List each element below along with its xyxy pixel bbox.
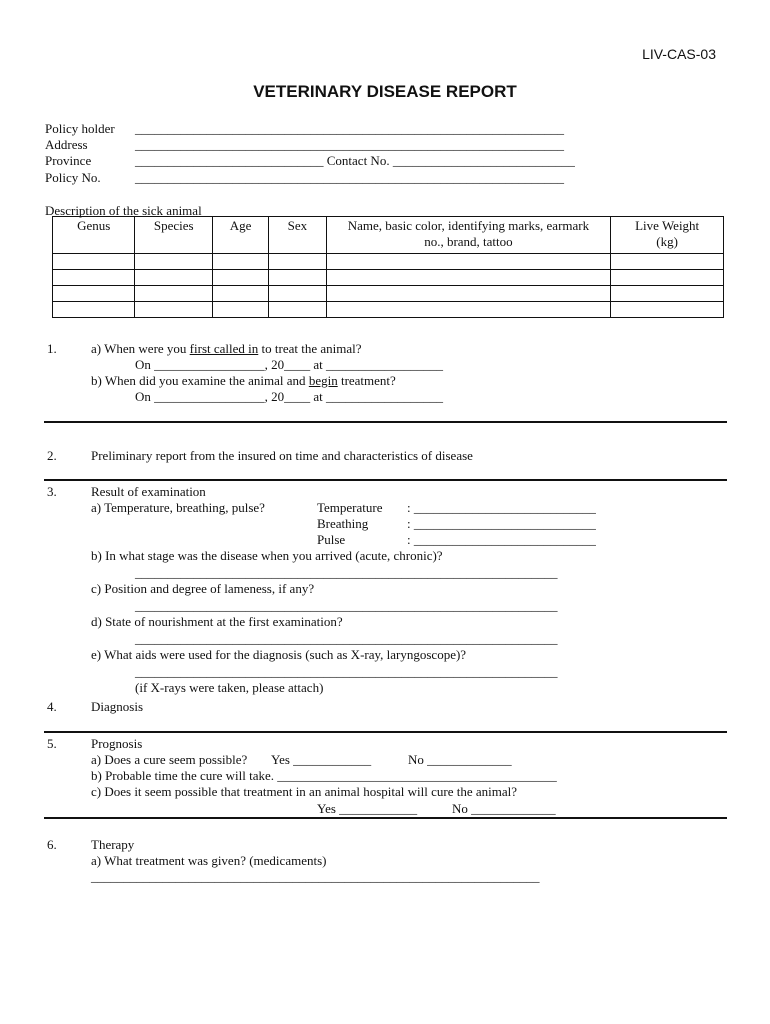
q1a-text-underlined: first called in: [189, 341, 259, 356]
policy-holder-field[interactable]: __________________________________________________________________: [135, 121, 564, 136]
section-divider: [44, 421, 727, 423]
q5c-question: c) Does it seem possible that treatment in an animal hospital will cure the animal?: [91, 784, 517, 799]
q6a-question: a) What treatment was given? (medicaments): [91, 853, 327, 868]
header-sex: Sex: [269, 217, 326, 254]
cell-age[interactable]: [212, 254, 268, 270]
temperature-label: Temperature: [317, 500, 383, 515]
q3a-question: a) Temperature, breathing, pulse?: [91, 500, 265, 515]
cell-species[interactable]: [135, 254, 212, 270]
q2-question: Preliminary report from the insured on time and characteristics of disease: [91, 448, 473, 463]
header-name-marks: [326, 217, 611, 254]
cell-sex[interactable]: [269, 302, 326, 318]
address-label: Address: [45, 137, 88, 152]
header-species: Species: [135, 217, 212, 254]
cell-age[interactable]: [212, 270, 268, 286]
section-divider: [44, 479, 727, 481]
q5c-no-field[interactable]: No _____________: [452, 801, 556, 816]
q6-heading: Therapy: [91, 837, 135, 852]
cell-genus[interactable]: [53, 286, 135, 302]
q5b-question-field[interactable]: b) Probable time the cure will take. ___________________________________________: [91, 768, 557, 783]
document-code: LIV-CAS-03: [642, 46, 716, 62]
cell-species[interactable]: [135, 270, 212, 286]
cell-species[interactable]: [135, 286, 212, 302]
cell-age[interactable]: [212, 302, 268, 318]
q1b-question: [91, 373, 396, 389]
q5-heading: Prognosis: [91, 736, 143, 751]
policy-no-field[interactable]: __________________________________________________________________: [135, 170, 564, 185]
table-row: [53, 302, 724, 318]
q3-heading: Result of examination: [91, 484, 206, 499]
section-divider: [44, 731, 727, 733]
q1a-question: [91, 341, 362, 357]
q1a-answer-field[interactable]: On _________________, 20____ at __________________: [135, 357, 444, 372]
q1b-text-post: treatment?: [337, 373, 396, 388]
temperature-field[interactable]: : ____________________________: [407, 500, 596, 515]
breathing-field[interactable]: : ____________________________: [407, 516, 596, 531]
cell-name-marks[interactable]: [326, 286, 611, 302]
q3-number: 3.: [47, 484, 57, 499]
cell-sex[interactable]: [269, 254, 326, 270]
table-row: [53, 254, 724, 270]
pulse-label: Pulse: [317, 532, 346, 547]
q3c-question: c) Position and degree of lameness, if any?: [91, 581, 315, 596]
cell-species[interactable]: [135, 302, 212, 318]
policy-holder-label: Policy holder: [45, 121, 115, 136]
province-contact-field[interactable]: _____________________________ Contact No. ____________________________: [135, 153, 575, 168]
q1b-text-pre: b) When did you examine the animal and: [91, 373, 309, 388]
header-live-weight-line1: Live Weight: [635, 218, 700, 233]
q1a-text-post: to treat the animal?: [258, 341, 362, 356]
q5a-no-field[interactable]: No _____________: [408, 752, 512, 767]
breathing-label: Breathing: [317, 516, 369, 531]
table-row: [53, 270, 724, 286]
cell-age[interactable]: [212, 286, 268, 302]
cell-genus[interactable]: [53, 302, 135, 318]
q5a-yes-field[interactable]: Yes ____________: [271, 752, 372, 767]
q1a-text-pre: a) When were you: [91, 341, 190, 356]
cell-live-weight[interactable]: [611, 270, 724, 286]
q1-number: 1.: [47, 341, 57, 356]
header-live-weight-line2: (kg): [656, 234, 678, 249]
q4-number: 4.: [47, 699, 57, 714]
q2-number: 2.: [47, 448, 57, 463]
cell-live-weight[interactable]: [611, 254, 724, 270]
q5c-yes-field[interactable]: Yes ____________: [317, 801, 418, 816]
q3b-question: b) In what stage was the disease when you arrived (acute, chronic)?: [91, 548, 443, 563]
q5-number: 5.: [47, 736, 57, 751]
q1b-text-underlined: begin: [308, 373, 338, 388]
header-age: Age: [212, 217, 268, 254]
q3e-question: e) What aids were used for the diagnosis (such as X-ray, laryngoscope)?: [91, 647, 467, 662]
cell-genus[interactable]: [53, 270, 135, 286]
q3e-xray-note: (if X-rays were taken, please attach): [135, 680, 324, 695]
q3c-answer-field[interactable]: _________________________________________________________________: [135, 598, 558, 613]
cell-sex[interactable]: [269, 270, 326, 286]
section-divider: [44, 817, 727, 819]
province-label: Province: [45, 153, 92, 168]
q4-diagnosis: Diagnosis: [91, 699, 143, 714]
q3e-answer-field[interactable]: _________________________________________________________________: [135, 664, 558, 679]
header-live-weight: [611, 217, 724, 254]
q3b-answer-field[interactable]: _________________________________________________________________: [135, 565, 558, 580]
q6-number: 6.: [47, 837, 57, 852]
cell-name-marks[interactable]: [326, 270, 611, 286]
animal-table-caption: Description of the sick animal: [45, 203, 202, 218]
q3d-answer-field[interactable]: _________________________________________________________________: [135, 631, 558, 646]
q1b-answer-field[interactable]: On _________________, 20____ at __________________: [135, 389, 444, 404]
animal-description-table: [52, 216, 724, 318]
policy-no-label: Policy No.: [45, 170, 101, 185]
cell-sex[interactable]: [269, 286, 326, 302]
cell-name-marks[interactable]: [326, 254, 611, 270]
address-field[interactable]: __________________________________________________________________: [135, 137, 564, 152]
header-name-marks-line2: no., brand, tattoo: [424, 234, 513, 249]
q5a-question: a) Does a cure seem possible?: [91, 752, 248, 767]
q6a-answer-field[interactable]: _____________________________________________________________________: [91, 869, 540, 884]
cell-live-weight[interactable]: [611, 302, 724, 318]
cell-name-marks[interactable]: [326, 302, 611, 318]
header-name-marks-line1: Name, basic color, identifying marks, earmark: [347, 218, 590, 233]
table-row: [53, 286, 724, 302]
cell-genus[interactable]: [53, 254, 135, 270]
cell-live-weight[interactable]: [611, 286, 724, 302]
page-title: VETERINARY DISEASE REPORT: [253, 82, 517, 101]
q3d-question: d) State of nourishment at the first examination?: [91, 614, 343, 629]
pulse-field[interactable]: : ____________________________: [407, 532, 596, 547]
header-genus: Genus: [53, 217, 135, 254]
